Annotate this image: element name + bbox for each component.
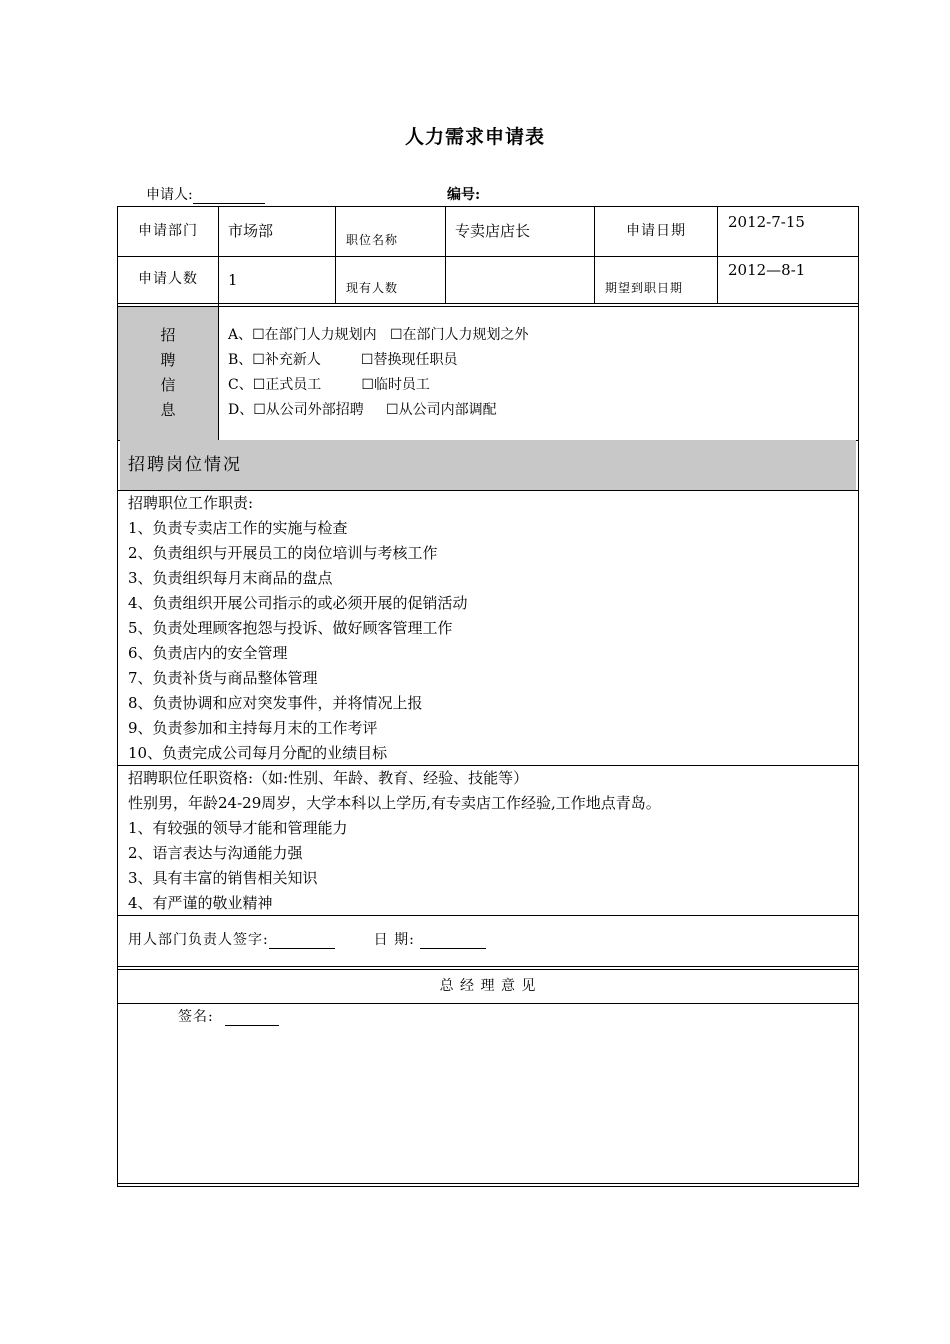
dept-label: 申请部门 [138, 223, 198, 239]
row-divider [118, 303, 858, 304]
row-divider [118, 1003, 858, 1004]
number-label: 编号: [447, 187, 481, 203]
col-divider [445, 207, 446, 304]
duties-block [128, 491, 468, 766]
dept-sign-blank[interactable] [269, 934, 335, 949]
duty-item: 9、负责参加和主持每月末的工作考评 [128, 719, 378, 737]
duty-item: 10、负责完成公司每月分配的业绩目标 [128, 744, 388, 762]
gm-sign-row [178, 1009, 279, 1026]
col-divider [335, 207, 336, 304]
qualifications-heading: 招聘职位任职资格:（如:性别、年龄、教育、经验、技能等） [128, 769, 529, 787]
date-value[interactable]: 2012-7-15 [728, 213, 805, 231]
qualification-item: 性别男，年龄24-29周岁，大学本科以上学历,有专卖店工作经验,工作地点青岛。 [128, 794, 661, 812]
label-char: 聘 [160, 351, 176, 369]
form-title: 人力需求申请表 [404, 126, 545, 148]
duty-item: 3、负责组织每月末商品的盘点 [128, 569, 333, 587]
dept-date-blank[interactable] [420, 934, 486, 949]
col-divider [218, 207, 219, 440]
applicant-field[interactable] [146, 184, 265, 204]
row-divider [118, 256, 858, 257]
duty-item: 4、负责组织开展公司指示的或必须开展的促销活动 [128, 594, 468, 612]
position-label: 职位名称 [346, 233, 399, 247]
row-divider [118, 306, 858, 307]
row-divider [118, 1183, 858, 1184]
dept-date-label: 日 期: [373, 932, 415, 948]
expect-value[interactable]: 2012—8-1 [728, 261, 806, 279]
expect-label: 期望到职日期 [605, 281, 684, 295]
option-c[interactable]: C、☐正式员工 ☐临时员工 [228, 377, 430, 393]
option-d[interactable]: D、☐从公司外部招聘 ☐从公司内部调配 [228, 402, 497, 418]
position-value[interactable]: 专卖店店长 [455, 222, 531, 240]
row-divider [118, 915, 858, 916]
current-label: 现有人数 [346, 281, 399, 295]
duty-item: 7、负责补货与商品整体管理 [128, 669, 318, 687]
qualification-item: 2、语言表达与沟通能力强 [128, 844, 303, 862]
duty-item: 1、负责专卖店工作的实施与检查 [128, 519, 348, 537]
count-label: 申请人数 [138, 271, 198, 287]
dept-value[interactable]: 市场部 [228, 222, 274, 240]
dept-sign-label: 用人部门负责人签字: [128, 932, 269, 948]
label-char: 信 [160, 376, 176, 394]
qualification-item: 3、具有丰富的销售相关知识 [128, 869, 318, 887]
option-b[interactable]: B、☐补充新人 ☐替换现任职员 [228, 352, 458, 368]
applicant-label: 申请人: [146, 187, 193, 203]
applicant-blank[interactable] [193, 189, 265, 204]
count-value[interactable]: 1 [228, 271, 238, 289]
gm-sign-blank[interactable] [225, 1011, 279, 1026]
option-a[interactable]: A、☐在部门人力规划内 ☐在部门人力规划之外 [228, 327, 529, 343]
duty-item: 5、负责处理顾客抱怨与投诉、做好顾客管理工作 [128, 619, 453, 637]
duty-item: 6、负责店内的安全管理 [128, 644, 288, 662]
date-label: 申请日期 [626, 223, 686, 239]
col-divider [717, 207, 718, 304]
duties-heading: 招聘职位工作职责: [128, 494, 254, 512]
qualifications-block [128, 766, 661, 916]
gm-sign-label: 签名: [178, 1009, 214, 1025]
duty-item: 2、负责组织与开展员工的岗位培训与考核工作 [128, 544, 438, 562]
section-title: 招聘岗位情况 [120, 440, 856, 490]
dept-sign-row [128, 932, 486, 949]
recruit-options [228, 323, 529, 423]
request-form [117, 206, 859, 1187]
recruit-info-label [118, 323, 218, 423]
row-divider [118, 966, 858, 967]
label-char: 招 [160, 326, 176, 344]
qualification-item: 4、有严谨的敬业精神 [128, 894, 273, 912]
gm-opinion-title: 总 经 理 意 见 [439, 978, 537, 994]
label-char: 息 [160, 401, 176, 419]
duty-item: 8、负责协调和应对突发事件，并将情况上报 [128, 694, 423, 712]
qualification-item: 1、有较强的领导才能和管理能力 [128, 819, 348, 837]
